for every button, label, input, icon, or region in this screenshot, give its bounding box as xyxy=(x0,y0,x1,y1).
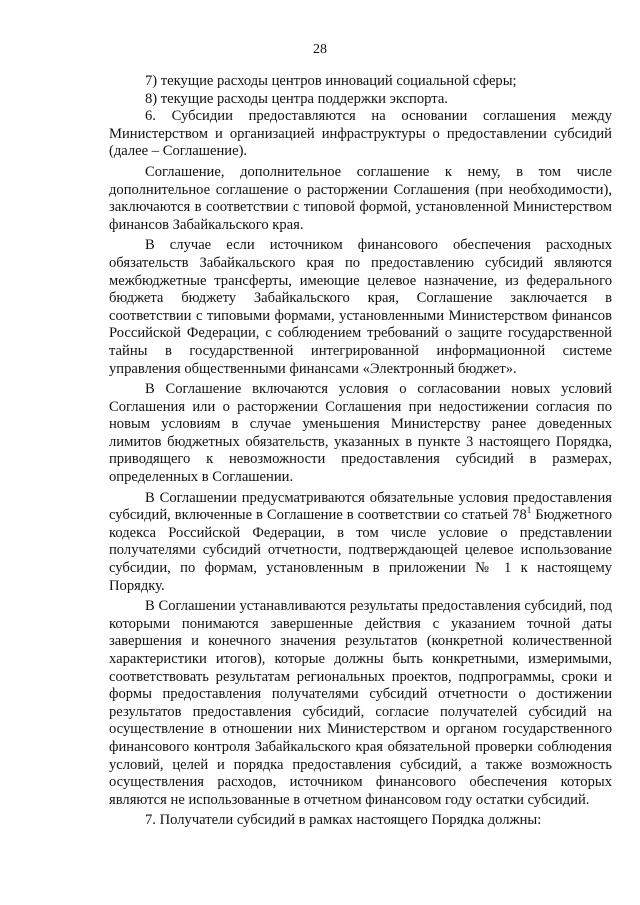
paragraph-mandatory-conditions xyxy=(109,490,612,596)
paragraph-6: 6. Субсидии предоставляются на основании соглашения между Министерством и организацией инфраструктуры о предоставлении субсидий (далее – Соглашение). xyxy=(109,108,612,160)
list-item-7: 7) текущие расходы центров инноваций социальной сферы; xyxy=(145,73,517,89)
document-body xyxy=(109,73,612,830)
paragraph-agreement: Соглашение, дополнительное соглашение к нему, в том числе дополнительное соглашение о расторжении Соглашения (при необходимости), заключаются в соответствии с типовой формой, установленной Министерством финансов Забайкальского края. xyxy=(109,163,612,233)
paragraph-7-heading: 7. Получатели субсидий в рамках настоящего Порядка должны: xyxy=(145,812,542,829)
superscript-1: 1 xyxy=(526,505,532,516)
paragraph-federal-transfers: В случае если источником финансового обеспечения расходных обязательств Забайкальского края по предоставлению субсидий являются межбюджетные трансферты, имеющие целевое назначение, из федерального бюджета бюджету Забайкальского края, Соглашение заключается в соответствии с типовыми формами, установленными Министерством финансов Российской Федерации, с соблюдением требований о защите государственной тайны в государственной интегрированной информационной системе управления общественными финансами «Электронный бюджет». xyxy=(109,237,612,377)
paragraph-results: В Соглашении устанавливаются результаты предоставления субсидий, под которыми понимаются завершенные действия с указанием точной даты завершения и конечного значения результатов (конкретной количественной характеристики итогов), которые должны быть конкретными, измеримыми, соответствовать результатам региональных проектов, подпрограммы, сроки и формы предоставления получателями субсидий отчетности о достижении результатов предоставления субсидий, согласие получателей субсидий на осуществление в отношении них Министерством и органом государственного финансового контроля Забайкальского края обязательной проверки соблюдения условий, целей и порядка предоставления субсидий, а также возможность осуществления расходов, источником финансового обеспечения которых являются не использованные в отчетном финансовом году остатки субсидий. xyxy=(109,598,612,808)
paragraph-78-text-before: В Соглашении предусматриваются обязательные условия предоставления субсидий, включенные в Соглашение в соответствии со статьей 78 xyxy=(109,489,612,524)
paragraph-new-conditions: В Соглашение включаются условия о согласовании новых условий Соглашения или о расторжении Соглашения при недостижении согласия по новым условиям в случае уменьшения Министерству ранее доведенных лимитов бюджетных обязательств, указанных в пункте 3 настоящего Порядка, приводящего к невозможности предоставления субсидий в размерах, определенных в Соглашении. xyxy=(109,381,612,486)
page-number: 28 xyxy=(313,42,327,57)
list-item-8: 8) текущие расходы центра поддержки экспорта. xyxy=(145,90,448,107)
paragraph-78-text-after: Бюджетного кодекса Российской Федерации, в том числе условие о представлении получателями субсидий отчетности, подтверждающей целевое использование субсидии, по формам, установленным в приложении № 1 к настоящему Порядку. xyxy=(109,507,612,594)
